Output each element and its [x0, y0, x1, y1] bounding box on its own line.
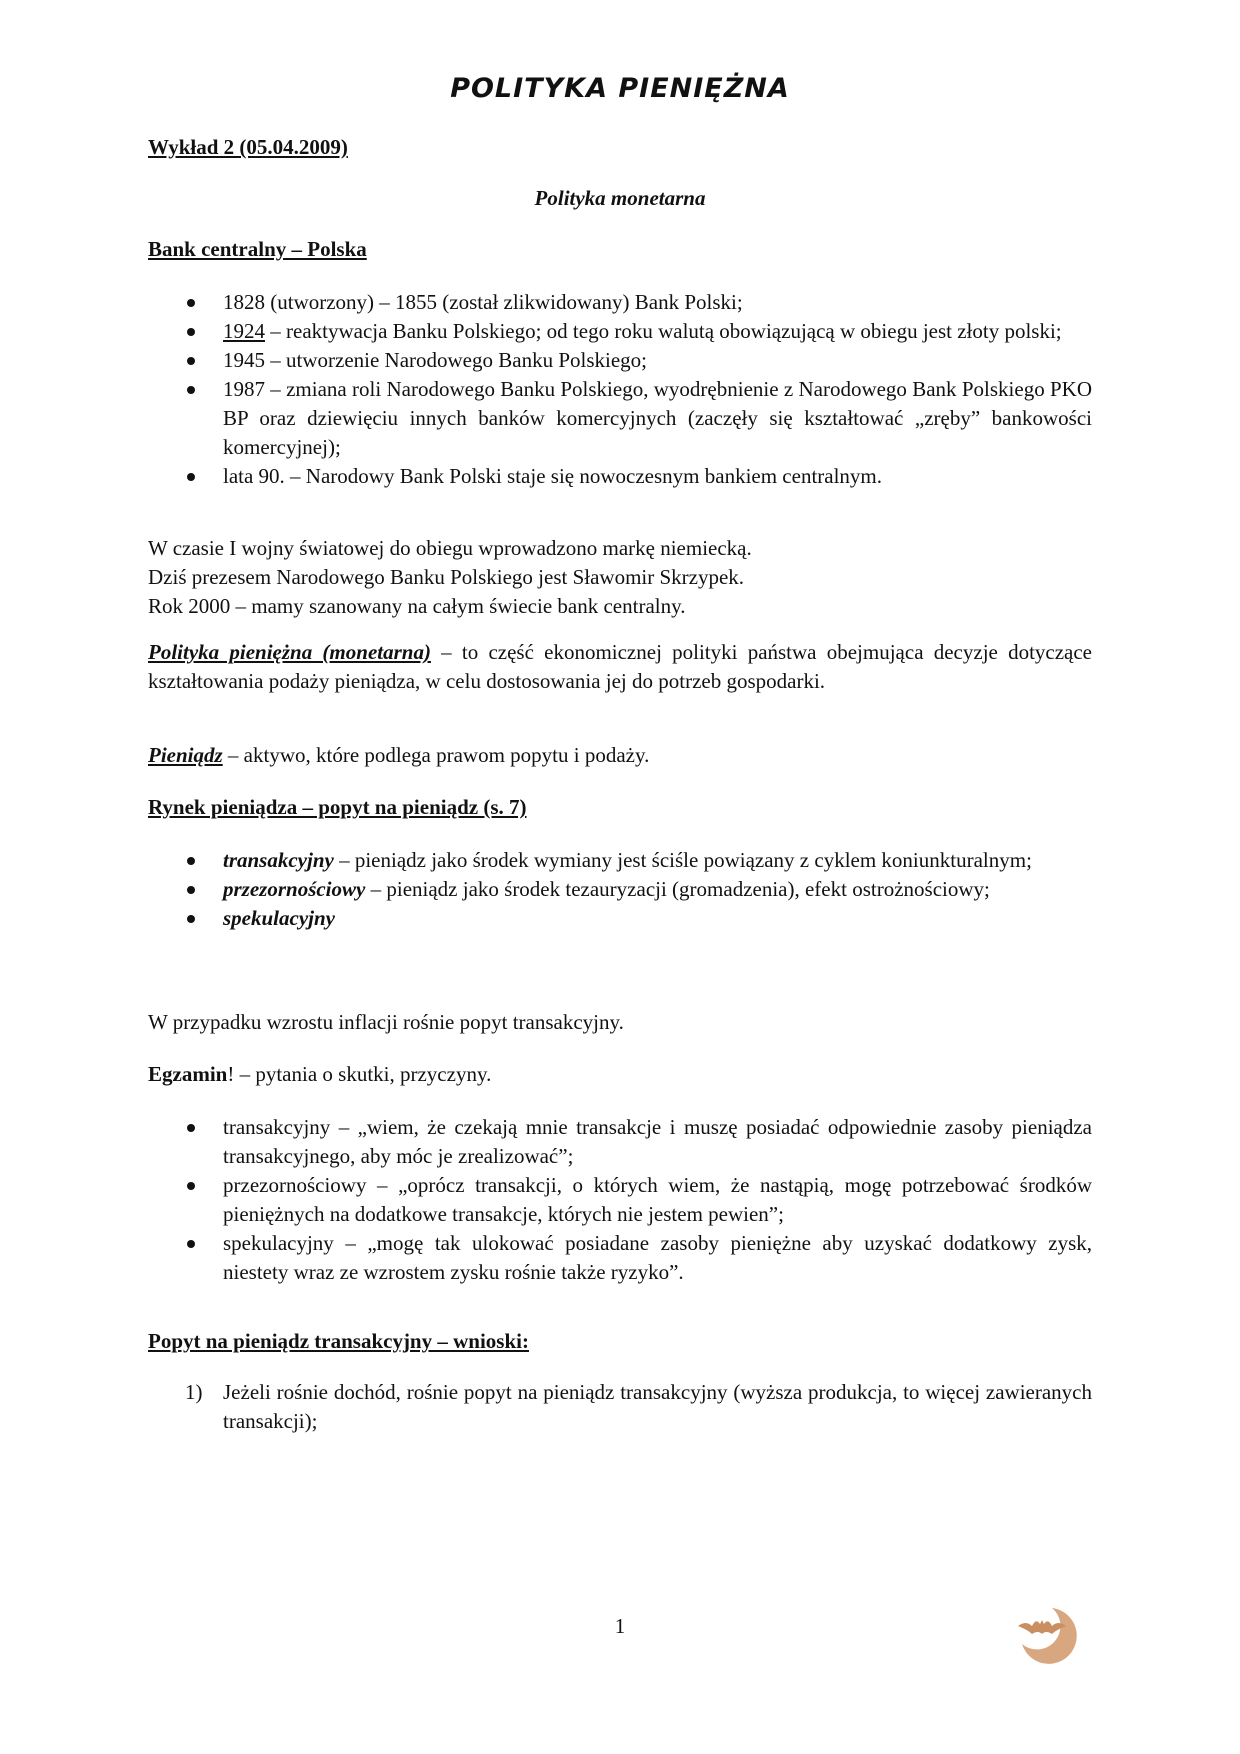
bullet-icon: [187, 328, 195, 336]
list-item: 1828 (utworzony) – 1855 (został zlikwidowany) Bank Polski;: [148, 288, 1092, 317]
moon-bat-logo-icon: [1012, 1600, 1082, 1670]
list-item: 1987 – zmiana roli Narodowego Banku Polskiego, wyodrębnienie z Narodowego Bank Polskiego PKO BP oraz dziewięciu innych banków komercyjnych (zaczęły się kształtować „zręby” bankowości komercyjnej);: [148, 375, 1092, 462]
list-item: przezornościowy – „oprócz transakcji, o których wiem, że nastąpią, mogę potrzebować środków pieniężnych na dodatkowe transakcje, których nie jestem pewien”;: [148, 1171, 1092, 1229]
inflation-paragraph: W przypadku wzrostu inflacji rośnie popyt transakcyjny.: [148, 1010, 624, 1034]
list-item: 1) Jeżeli rośnie dochód, rośnie popyt na pieniądz transakcyjny (wyższa produkcja, to więcej zawieranych transakcji);: [185, 1380, 1092, 1433]
section-heading-bank-centralny: Bank centralny – Polska: [148, 237, 367, 261]
list-item: 1945 – utworzenie Narodowego Banku Polskiego;: [148, 346, 1092, 375]
subtitle: Polityka monetarna: [534, 186, 706, 210]
defined-term: Pieniądz: [148, 743, 223, 767]
list-item: spekulacyjny – „mogę tak ulokować posiadane zasoby pieniężne aby uzyskać dodatkowy zysk, niestety wraz ze wzrostem zysku rośnie także ryzyko”.: [148, 1229, 1092, 1287]
bullet-icon: [187, 1182, 195, 1190]
bullet-icon: [187, 1240, 195, 1248]
document-title: POLITYKA PIENIĘŻNA: [450, 73, 790, 104]
bullet-icon: [187, 386, 195, 394]
list-item: przezornościowy – pieniądz jako środek tezauryzacji (gromadzenia), efekt ostrożnościowy;: [148, 875, 1092, 904]
bullet-icon: [187, 915, 195, 923]
bullet-icon: [187, 1124, 195, 1132]
definition-pieniadz: Pieniądz – aktywo, które podlega prawom popytu i podaży.: [148, 743, 650, 767]
section-heading-rynek: Rynek pieniądza – popyt na pieniądz (s. 7): [148, 795, 527, 819]
list-item: transakcyjny – pieniądz jako środek wymiany jest ściśle powiązany z cyklem koniunkturalnym;: [148, 846, 1092, 875]
exam-note: Egzamin! – pytania o skutki, przyczyny.: [148, 1062, 492, 1086]
page-number: 1: [614, 1614, 626, 1638]
demand-quotes-list: [148, 1113, 1092, 1287]
bullet-icon: [187, 857, 195, 865]
money-demand-types-list: [148, 846, 1092, 933]
bullet-icon: [187, 886, 195, 894]
bullet-icon: [187, 473, 195, 481]
defined-term: Polityka pieniężna (monetarna): [148, 640, 431, 664]
bank-history-list: [148, 288, 1092, 491]
conclusions-list: [148, 1378, 1092, 1436]
definition-polityka: Polityka pieniężna (monetarna) – to część ekonomicznej polityki państwa obejmująca decyzje dotyczące kształtowania podaży pieniądza, w celu dostosowania jej do potrzeb gospodarki.: [148, 640, 1093, 693]
lecture-heading: Wykład 2 (05.04.2009): [148, 135, 348, 159]
section-heading-wnioski: Popyt na pieniądz transakcyjny – wnioski:: [148, 1329, 529, 1353]
list-item: lata 90. – Narodowy Bank Polski staje się nowoczesnym bankiem centralnym.: [148, 462, 1092, 491]
list-item: transakcyjny – „wiem, że czekają mnie transakcje i muszę posiadać odpowiednie zasoby pieniądza transakcyjnego, aby móc je zrealizować”;: [148, 1113, 1092, 1171]
bullet-icon: [187, 357, 195, 365]
list-item: spekulacyjny: [148, 904, 1092, 933]
bullet-icon: [187, 299, 195, 307]
history-paragraph: W czasie I wojny światowej do obiegu wprowadzono markę niemiecką. Dziś prezesem Narodowego Banku Polskiego jest Sławomir Skrzypek. Rok 2000 – mamy szanowany na całym świecie bank centralny.: [148, 536, 752, 618]
list-item: 1924 – reaktywacja Banku Polskiego; od tego roku walutą obowiązującą w obiegu jest złoty polski;: [148, 317, 1092, 346]
